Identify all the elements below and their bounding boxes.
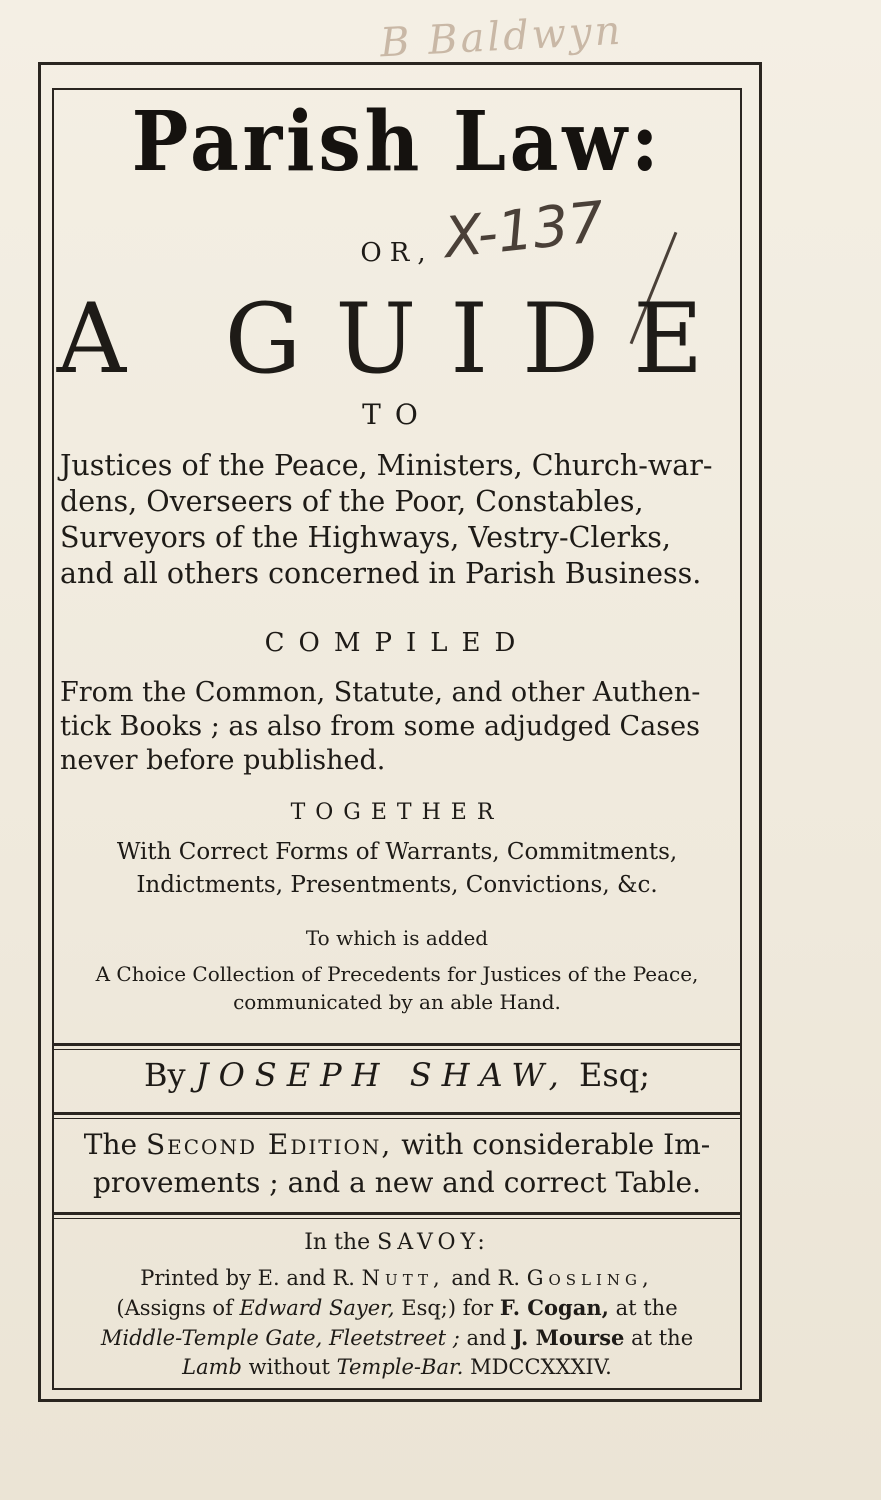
divider-rule [52, 1043, 742, 1046]
added-intro: To which is added [305, 926, 489, 950]
divider-rule [52, 1112, 742, 1115]
author-name: JOSEPH SHAW, [195, 1056, 569, 1094]
place-savoy: SAVOY: [377, 1230, 490, 1255]
to-connector: TO [362, 398, 432, 431]
or-connector: OR, [360, 238, 434, 268]
imprint-text: at the [631, 1326, 694, 1350]
imprint-text: Esq;) for [401, 1296, 494, 1320]
imprint-text: (Assigns of [116, 1296, 233, 1320]
audience-paragraph [60, 448, 734, 592]
compiled-heading: COMPILED [264, 628, 530, 658]
sources-line: never before published. [60, 745, 386, 776]
audience-line: dens, Overseers of the Poor, Constables, [60, 485, 644, 518]
audience-line: Surveyors of the Highways, Vestry-Clerks, [60, 521, 671, 554]
book-title: Parish Law: [131, 94, 663, 190]
forms-line: With Correct Forms of Warrants, Commitments, [116, 839, 678, 865]
imprint-text: Printed by E. and R. [140, 1266, 355, 1290]
author-suffix: Esq; [578, 1056, 651, 1094]
collection-line: communicated by an able Hand. [233, 990, 561, 1014]
forms-paragraph [52, 836, 742, 902]
imprint-printer-gosling: Gosling, [526, 1266, 654, 1290]
imprint-sign: Lamb [182, 1355, 242, 1379]
collection-paragraph [52, 960, 742, 1016]
imprint-assignee: Edward Sayer, [239, 1296, 395, 1320]
edition-line: provements ; and a new and correct Table. [93, 1166, 701, 1199]
together-heading: TOGETHER [290, 800, 504, 825]
audience-line: and all others concerned in Parish Business. [60, 557, 702, 590]
imprint-street: Fleetstreet ; [328, 1326, 460, 1350]
imprint-bookseller-mourse: J. Mourse [512, 1325, 625, 1350]
imprint-bar: Temple-Bar. [336, 1355, 464, 1379]
title-page [52, 88, 742, 1390]
divider-rule [52, 1212, 742, 1215]
edition-the: The [83, 1128, 138, 1161]
edition-rest: with considerable Im- [401, 1128, 711, 1161]
author-by: By [143, 1056, 186, 1094]
imprint-text: and [466, 1326, 507, 1350]
collection-line: A Choice Collection of Precedents for Justices of the Peace, [95, 962, 699, 986]
imprint-bookseller-cogan: F. Cogan, [499, 1295, 609, 1320]
imprint-text: without [248, 1355, 330, 1379]
author-line [52, 1056, 742, 1094]
audience-line: Justices of the Peace, Ministers, Church-war- [60, 449, 713, 482]
place-of-printing [52, 1230, 742, 1255]
imprint-text: and R. [451, 1266, 520, 1290]
imprint-year: MDCCXXXIV. [470, 1355, 612, 1379]
imprint-printer-nutt: Nutt, [361, 1266, 445, 1290]
edition-statement [52, 1126, 742, 1202]
edition-label: Second Edition, [145, 1128, 393, 1161]
forms-line: Indictments, Presentments, Convictions, &c. [136, 872, 658, 898]
sources-line: From the Common, Statute, and other Authen- [60, 677, 701, 708]
imprint [62, 1264, 732, 1382]
imprint-location: Middle-Temple Gate, [100, 1326, 323, 1350]
handwritten-shelf-mark: X-137 [441, 189, 608, 272]
sources-paragraph [60, 676, 734, 778]
owner-signature: B Baldwyn [378, 7, 625, 67]
place-in-the: In the [304, 1230, 371, 1255]
subtitle-guide: A GUIDE [56, 283, 738, 395]
imprint-text: at the [615, 1296, 678, 1320]
sources-line: tick Books ; as also from some adjudged Cases [60, 711, 700, 742]
